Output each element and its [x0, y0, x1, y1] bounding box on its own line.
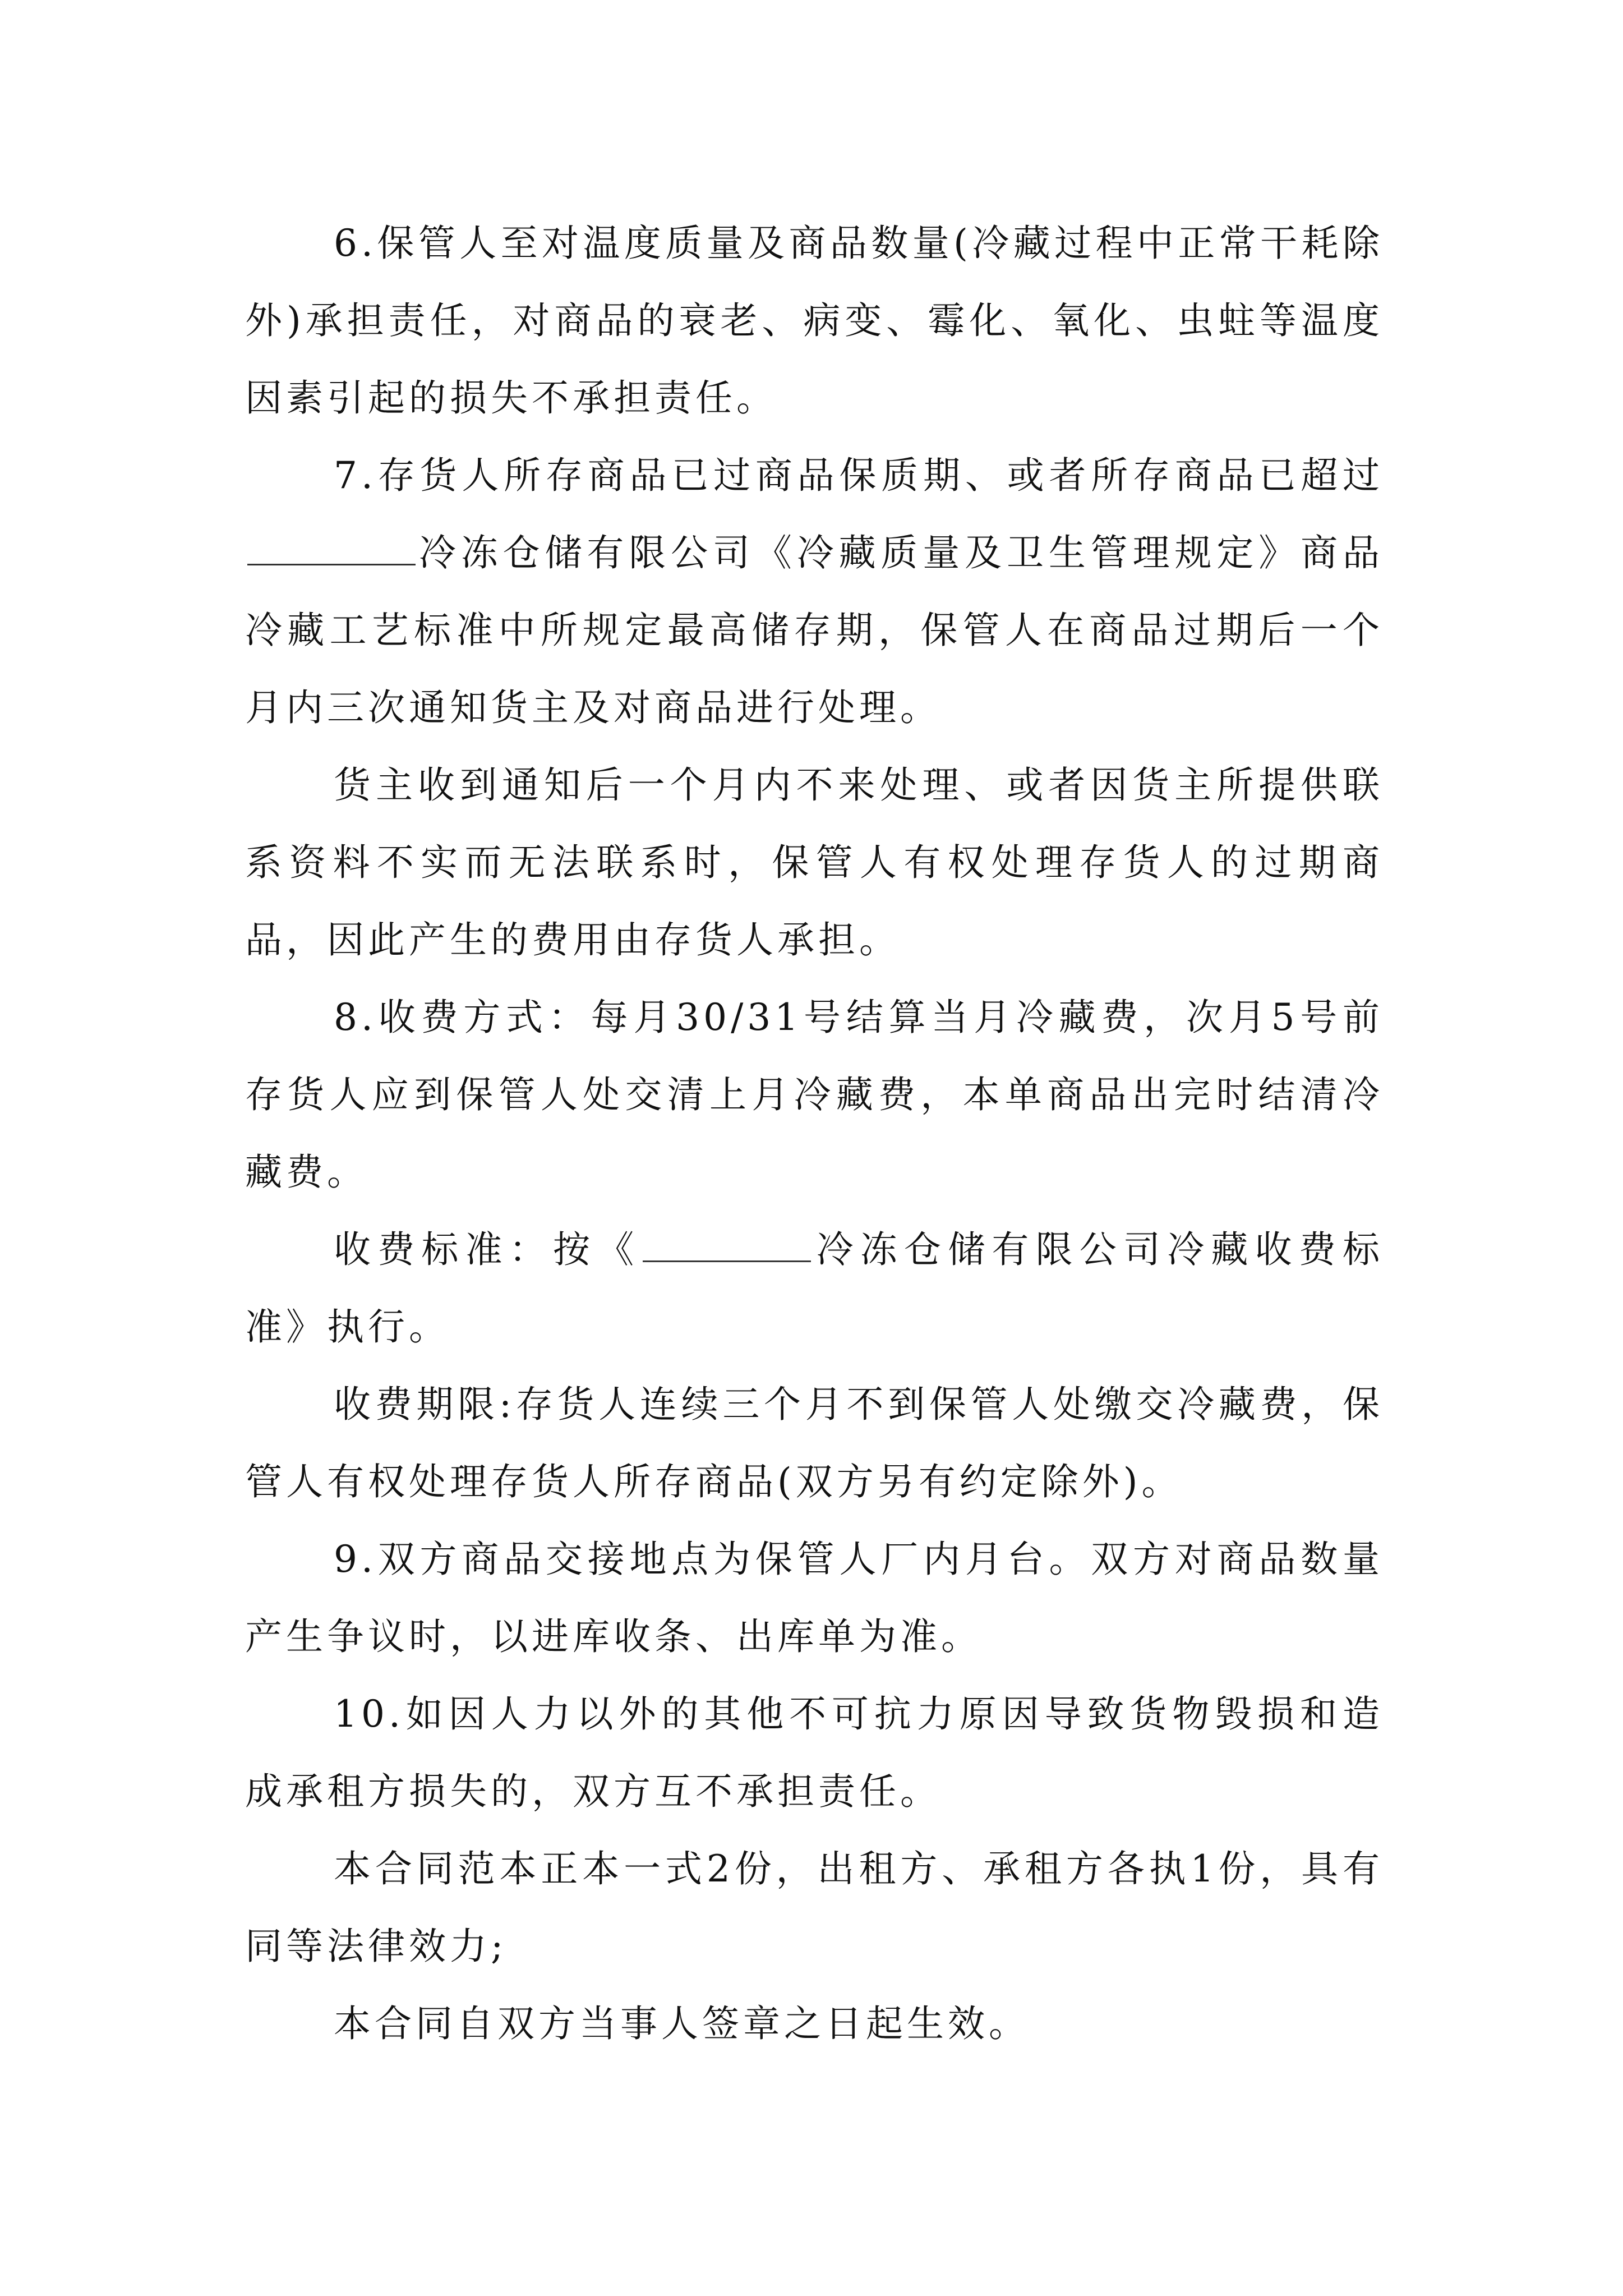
company-name-blank [643, 1227, 811, 1262]
fee-standard-text-after-blank: 冷冻仓储有限公司冷藏收费标准》执行。 [245, 1228, 1384, 1349]
clause-7-notice-paragraph: 货主收到通知后一个月内不来处理、或者因货主所提供联系资料不实而无法联系时，保管人有权处理存货人的过期商品，因此产生的费用由存货人承担。 [245, 763, 1384, 961]
clause-7-paragraph [245, 437, 1384, 747]
fee-standard-text-before-blank: 收费标准：按《 [334, 1228, 641, 1271]
clause-8-fee-deadline: 收费期限:存货人连续三个月不到保管人处缴交冷藏费，保管人有权处理存货人所存商品(双方另有约定除外)。 [245, 1383, 1384, 1503]
clause-10-paragraph: 10.如因人力以外的其他不可抗力原因导致货物毁损和造成承租方损失的，双方互不承担责任。 [245, 1692, 1384, 1813]
clause-6-paragraph: 6.保管人至对温度质量及商品数量(冷藏过程中正常干耗除外)承担责任，对商品的衰老、病变、霉化、氧化、虫蛀等温度因素引起的损失不承担责任。 [245, 222, 1384, 420]
company-name-blank [247, 530, 416, 565]
effective-date-paragraph: 本合同自双方当事人签章之日起生效。 [334, 2002, 1030, 2045]
clause-9-paragraph: 9.双方商品交接地点为保管人厂内月台。双方对商品数量产生争议时，以进库收条、出库单为准。 [245, 1538, 1384, 1658]
clause-7-text-after-blank: 冷冻仓储有限公司《冷藏质量及卫生管理规定》商品冷藏工艺标准中所规定最高储存期，保管人在商品过期后一个月内三次通知货主及对商品进行处理。 [245, 531, 1384, 729]
clause-7-text-before-blank: 7.存货人所存商品已过商品保质期、或者所存商品已超过 [334, 454, 1384, 497]
document-body [245, 205, 1384, 2063]
copies-paragraph: 本合同范本正本一式2份，出租方、承租方各执1份，具有同等法律效力; [245, 1847, 1384, 1968]
clause-8-payment-method: 8.收费方式：每月30/31号结算当月冷藏费，次月5号前存货人应到保管人处交清上月冷藏费，本单商品出完时结清冷藏费。 [245, 996, 1384, 1194]
clause-8-fee-standard [245, 1211, 1384, 1366]
